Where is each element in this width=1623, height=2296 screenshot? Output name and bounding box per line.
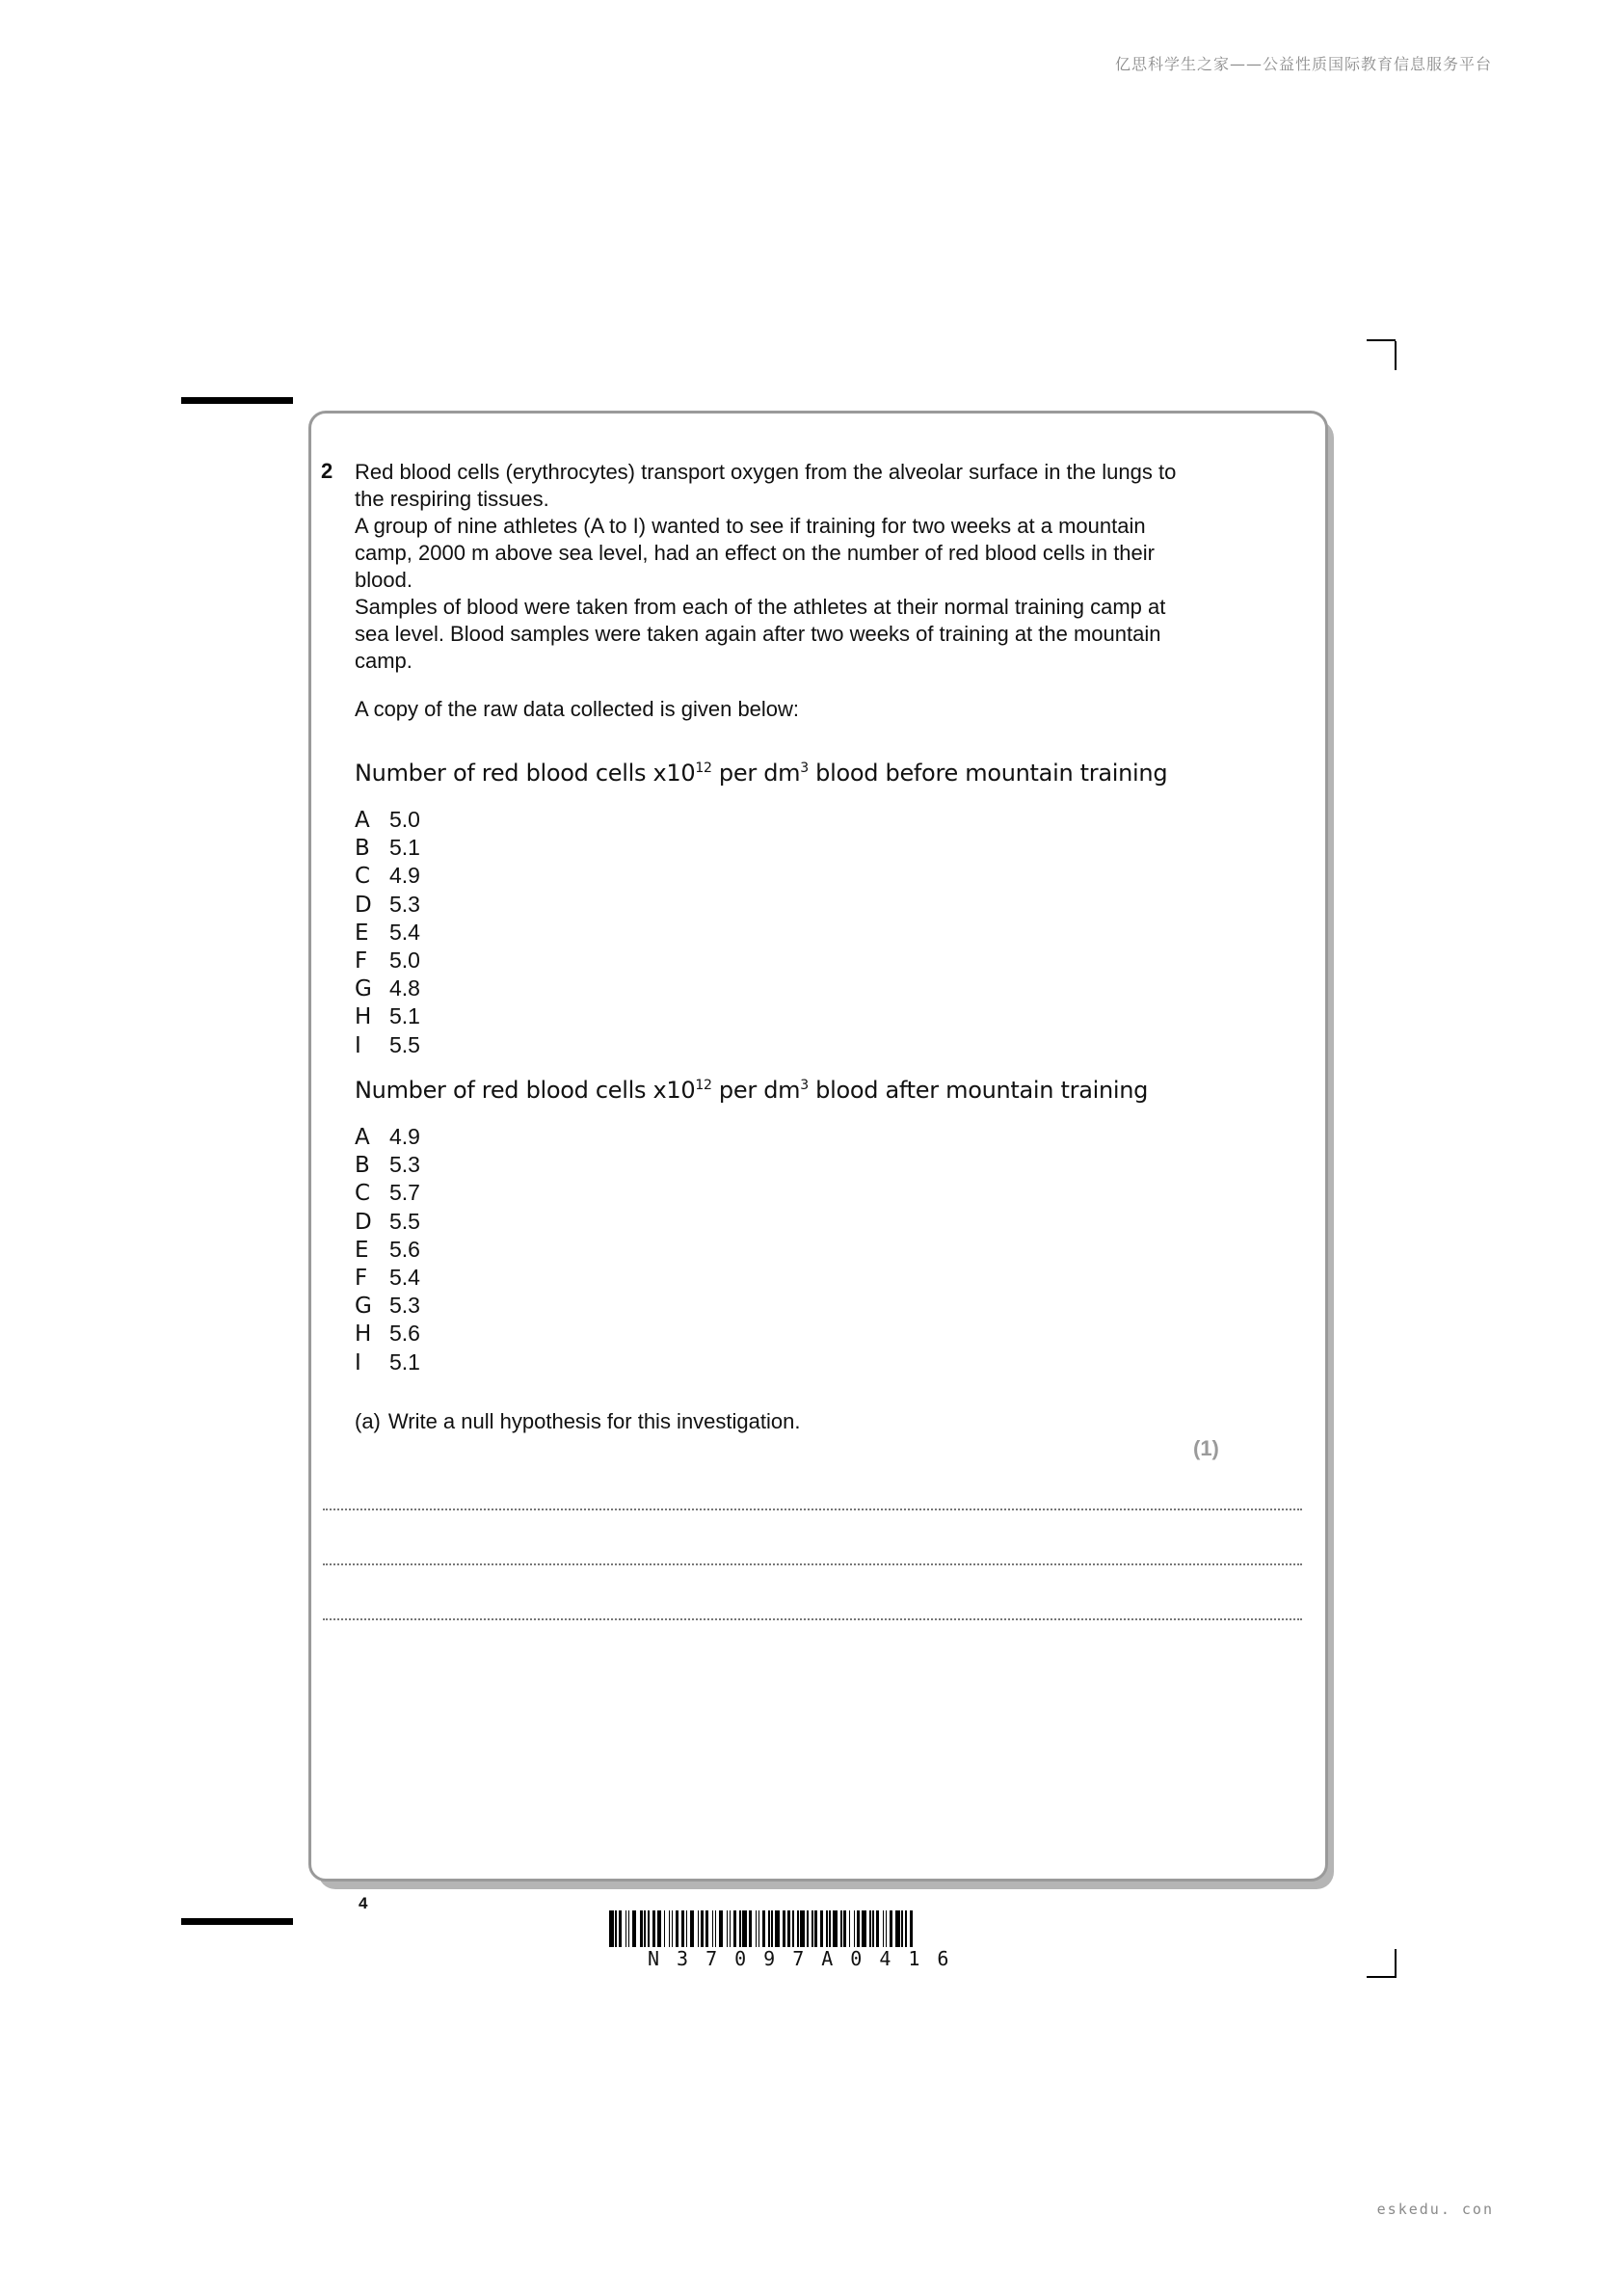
barcode-bar <box>698 1910 700 1947</box>
margin-bar-bottom <box>181 1918 293 1925</box>
part-a-text: Write a null hypothesis for this investigation. <box>387 1409 801 1433</box>
athlete-letter: D <box>355 892 372 918</box>
barcode-bar <box>800 1910 805 1947</box>
barcode-bar <box>727 1910 729 1947</box>
athlete-letter: B <box>355 836 370 862</box>
barcode-bar <box>686 1910 688 1947</box>
heading-text: Number of red blood cells x10 <box>355 760 696 787</box>
barcode-bar <box>814 1910 817 1947</box>
barcode-bar <box>615 1910 617 1947</box>
athlete-letter: C <box>355 1181 371 1207</box>
cell-count-value: 5.7 <box>389 1180 420 1206</box>
intro-paragraph: Samples of blood were taken from each of the athletes at their normal training camp at sea level. Blood samples were taken again after two weeks of training at the mountain camp. <box>355 595 1166 673</box>
cell-count-value: 5.1 <box>389 1348 420 1375</box>
athlete-letter: G <box>355 976 372 1002</box>
barcode-bar <box>833 1910 838 1947</box>
barcode-bar <box>787 1910 790 1947</box>
barcode-bar <box>749 1910 752 1947</box>
cell-count-value: 5.3 <box>389 1152 420 1178</box>
barcode-bar <box>739 1910 741 1947</box>
barcode-bar <box>762 1910 765 1947</box>
barcode-bar <box>854 1910 856 1947</box>
barcode-bar <box>826 1910 828 1947</box>
data-row <box>355 1264 420 1292</box>
athlete-letter: C <box>355 864 371 890</box>
crop-mark-top-right-v <box>1395 341 1397 370</box>
athlete-letter: I <box>355 1349 361 1375</box>
barcode-bar <box>669 1910 671 1947</box>
barcode-bar <box>733 1910 736 1947</box>
marks-badge: (1) <box>1193 1436 1219 1460</box>
barcode-bar <box>657 1910 662 1947</box>
barcode-bar <box>676 1910 678 1947</box>
answer-line[interactable] <box>323 1618 1302 1620</box>
barcode-bar <box>807 1910 809 1947</box>
barcode-bar <box>862 1910 866 1947</box>
barcode-bar <box>640 1910 643 1947</box>
cell-count-value: 5.0 <box>389 807 420 832</box>
barcode-bar <box>895 1910 900 1947</box>
data-row <box>355 974 420 1002</box>
data-row <box>355 862 420 890</box>
barcode-bar <box>648 1910 650 1947</box>
barcode-bar <box>901 1910 903 1947</box>
barcode-bar <box>843 1910 846 1947</box>
barcode-bar <box>715 1910 717 1947</box>
athlete-letter: B <box>355 1153 370 1179</box>
athlete-letter: E <box>355 920 369 946</box>
data-row <box>355 834 420 862</box>
data-row <box>355 1292 420 1320</box>
barcode-bar <box>910 1910 913 1947</box>
barcode-bar <box>768 1910 770 1947</box>
athlete-letter: A <box>355 1125 370 1150</box>
barcode-bar <box>890 1910 892 1947</box>
cell-count-value: 4.9 <box>389 1124 420 1149</box>
before-heading <box>355 760 1167 787</box>
barcode-bar <box>857 1910 860 1947</box>
cell-count-value: 5.5 <box>389 1031 420 1057</box>
margin-bar-top <box>181 397 293 404</box>
barcode-bar <box>742 1910 747 1947</box>
athlete-letter: F <box>355 948 368 974</box>
heading-exponent: 3 <box>800 1078 809 1093</box>
before-data-list <box>355 806 420 1059</box>
data-row <box>355 947 420 974</box>
question-intro <box>355 459 1203 675</box>
barcode-bar <box>883 1910 885 1947</box>
crop-mark-top-right-h <box>1367 339 1396 341</box>
barcode-bar <box>872 1910 874 1947</box>
data-row <box>355 1320 420 1348</box>
athlete-letter: I <box>355 1032 361 1058</box>
cell-count-value: 5.3 <box>389 1293 420 1319</box>
heading-text: per dm <box>711 760 801 787</box>
athlete-letter: F <box>355 1266 368 1292</box>
data-row <box>355 1031 420 1059</box>
barcode-bar <box>619 1910 622 1947</box>
barcode-bar <box>712 1910 714 1947</box>
data-row <box>355 891 420 919</box>
heading-text: per dm <box>711 1077 801 1104</box>
athlete-letter: G <box>355 1294 372 1320</box>
watermark-top: 亿思科学生之家——公益性质国际教育信息服务平台 <box>1114 55 1492 73</box>
barcode-bar <box>792 1910 794 1947</box>
barcode-bar <box>812 1910 813 1947</box>
barcode-bar <box>849 1910 851 1947</box>
heading-text: blood before mountain training <box>808 760 1168 787</box>
athlete-letter: D <box>355 1209 372 1235</box>
barcode-bar <box>783 1910 785 1947</box>
data-row <box>355 1123 420 1151</box>
cell-count-value: 5.1 <box>389 1003 420 1029</box>
data-row <box>355 806 420 834</box>
heading-exponent: 3 <box>800 761 809 776</box>
data-row <box>355 1002 420 1030</box>
cell-count-value: 4.9 <box>389 863 420 889</box>
barcode-text: N37097A0416 <box>648 1947 967 1970</box>
barcode-bar <box>609 1910 614 1947</box>
part-a <box>355 1409 800 1434</box>
barcode-bar <box>905 1910 907 1947</box>
heading-exponent: 12 <box>695 1078 712 1093</box>
crop-mark-bottom-right-h <box>1367 1976 1396 1978</box>
barcode-bar <box>797 1910 799 1947</box>
barcode-bar <box>758 1910 760 1947</box>
data-row <box>355 1151 420 1179</box>
barcode-bar <box>664 1910 666 1947</box>
after-data-list <box>355 1123 420 1376</box>
cell-count-value: 5.0 <box>389 948 420 974</box>
heading-text: Number of red blood cells x10 <box>355 1077 696 1104</box>
barcode-bar <box>820 1910 823 1947</box>
barcode-bar <box>628 1910 630 1947</box>
after-heading <box>355 1077 1148 1104</box>
part-a-label: (a) <box>355 1409 381 1433</box>
data-row <box>355 1208 420 1236</box>
answer-line[interactable] <box>323 1563 1302 1565</box>
barcode-bar <box>672 1910 674 1947</box>
barcode-bar <box>829 1910 831 1947</box>
page-number: 4 <box>359 1894 368 1912</box>
intro-paragraph: Red blood cells (erythrocytes) transport oxygen from the alveolar surface in the lungs to the respiring tissues. <box>355 460 1177 511</box>
raw-data-line: A copy of the raw data collected is given below: <box>355 697 800 721</box>
question-number: 2 <box>321 459 333 483</box>
data-row <box>355 1236 420 1264</box>
barcode-bar <box>886 1910 888 1947</box>
cell-count-value: 5.6 <box>389 1236 420 1262</box>
barcode-bar <box>876 1910 879 1947</box>
cell-count-value: 5.5 <box>389 1208 420 1234</box>
athlete-letter: A <box>355 808 370 833</box>
cell-count-value: 5.3 <box>389 891 420 917</box>
cell-count-value: 5.4 <box>389 919 420 945</box>
barcode-bar <box>840 1910 842 1947</box>
cell-count-value: 4.8 <box>389 975 420 1001</box>
watermark-bottom: eskedu. con <box>1376 2201 1494 2218</box>
barcode-bar <box>652 1910 655 1947</box>
barcode-bar <box>705 1910 708 1947</box>
data-row <box>355 1348 420 1376</box>
cell-count-value: 5.1 <box>389 835 420 861</box>
barcode-bar <box>632 1910 637 1947</box>
cell-count-value: 5.4 <box>389 1265 420 1291</box>
barcode <box>609 1910 1029 1947</box>
cell-count-value: 5.6 <box>389 1321 420 1347</box>
heading-text: blood after mountain training <box>808 1077 1149 1104</box>
athlete-letter: H <box>355 1004 372 1030</box>
barcode-bar <box>869 1910 871 1947</box>
intro-paragraph: A group of nine athletes (A to I) wanted to see if training for two weeks at a mountain camp, 2000 m above sea level, had an effect on the number of red blood cells in their blood. <box>355 514 1155 592</box>
barcode-bar <box>719 1910 724 1947</box>
heading-exponent: 12 <box>695 761 712 776</box>
data-row <box>355 919 420 947</box>
barcode-bar <box>690 1910 695 1947</box>
barcode-bar <box>681 1910 684 1947</box>
barcode-bar <box>730 1910 732 1947</box>
answer-line[interactable] <box>323 1508 1302 1510</box>
athlete-letter: E <box>355 1237 369 1263</box>
barcode-bar <box>644 1910 646 1947</box>
barcode-bar <box>625 1910 627 1947</box>
crop-mark-bottom-right-v <box>1395 1949 1397 1978</box>
athlete-letter: H <box>355 1322 372 1348</box>
barcode-bar <box>701 1910 704 1947</box>
data-row <box>355 1179 420 1207</box>
barcode-bar <box>775 1910 780 1947</box>
barcode-bar <box>756 1910 758 1947</box>
barcode-bar <box>771 1910 773 1947</box>
